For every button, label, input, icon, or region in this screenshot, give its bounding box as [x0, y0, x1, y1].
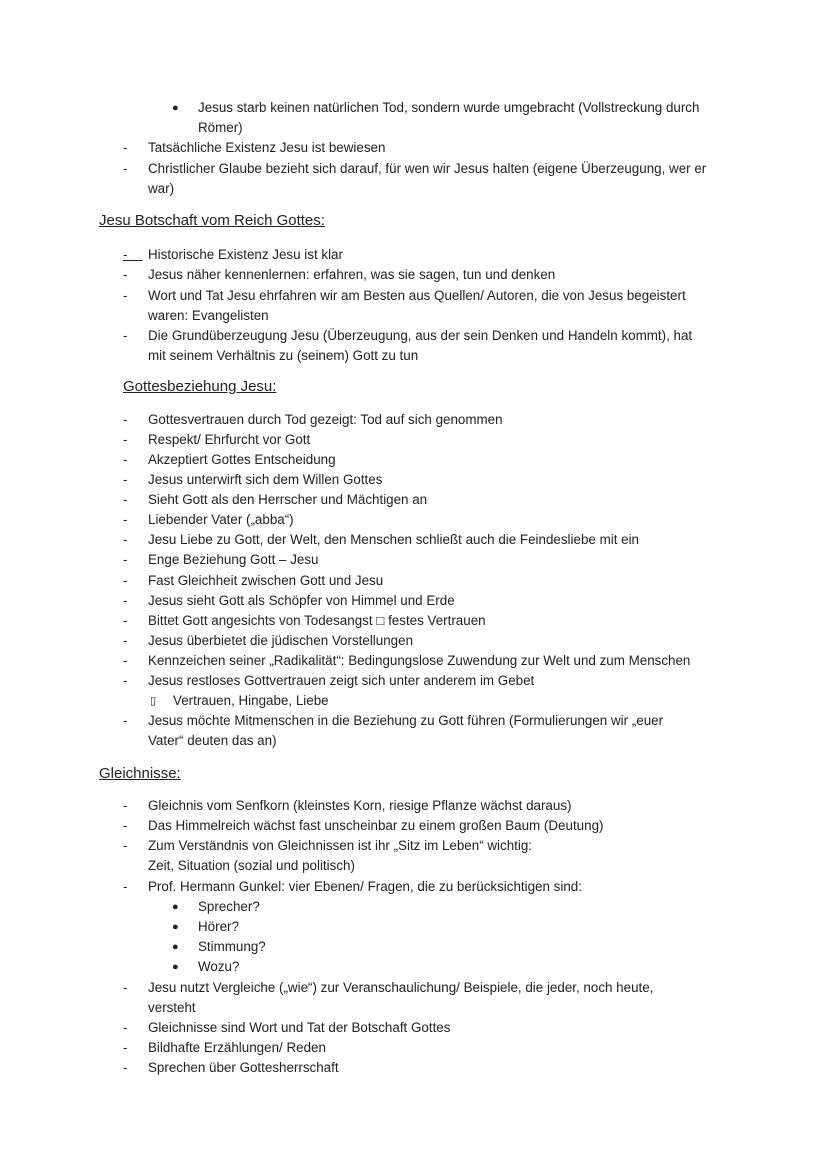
bullet-marker: ●	[172, 941, 179, 953]
s3-sub-item: Sprecher?	[198, 899, 260, 914]
dash-marker: -	[123, 452, 128, 467]
s2-item: Jesu Liebe zu Gott, der Welt, den Menschen schließt auch die Feindesliebe mit ein	[148, 532, 640, 547]
s3-item-3-line-2: Zeit, Situation (sozial und politisch)	[148, 858, 355, 873]
s3-item-5-line-1: Jesu nutzt Vergleiche („wie“) zur Veranschaulichung/ Beispiele, die jeder, noch heute,	[148, 980, 654, 995]
s3-item-5-line-2: versteht	[148, 1000, 196, 1015]
dash-marker: -	[123, 472, 128, 487]
dash-marker: -	[123, 593, 128, 608]
s1-item-2: Jesus näher kennenlernen: erfahren, was sie sagen, tun und denken	[148, 267, 556, 282]
s2-item: Kennzeichen seiner „Radikalität“: Bedingungslose Zuwendung zur Welt und zum Menschen	[148, 653, 691, 668]
s3-sub-item: Wozu?	[198, 959, 240, 974]
s1-item-1: Historische Existenz Jesu ist klar	[148, 247, 343, 262]
dash-marker: -	[123, 288, 128, 303]
bullet-marker: ●	[172, 961, 179, 973]
s2-item: Gottesvertrauen durch Tod gezeigt: Tod auf sich genommen	[148, 412, 503, 427]
dash-marker: -	[123, 432, 128, 447]
dash-marker: -	[123, 879, 128, 894]
s2-item: Jesus überbietet die jüdischen Vorstellungen	[148, 633, 414, 648]
s1-item-3-line-2: waren: Evangelisten	[148, 308, 269, 323]
dash-marker: -	[123, 1020, 128, 1035]
dash-marker: -	[123, 633, 128, 648]
dash-marker: -	[123, 552, 128, 567]
intro-bullet-1-line-2: Römer)	[198, 120, 243, 135]
s2-sub-item: Vertrauen, Hingabe, Liebe	[173, 693, 329, 708]
bullet-marker: ●	[172, 921, 179, 933]
s3-item-3-line-1: Zum Verständnis von Gleichnissen ist ihr „Sitz im Leben“ wichtig:	[148, 838, 533, 853]
dash-marker: -	[123, 1040, 128, 1055]
s1-item-4-line-1: Die Grundüberzeugung Jesu (Überzeugung, aus der sein Denken und Handeln kommt), hat	[148, 328, 693, 343]
dash-marker: -	[123, 267, 128, 282]
s2-last-line-2: Vater“ deuten das an)	[148, 733, 277, 748]
dash-marker: -	[123, 140, 128, 155]
s2-item: Sieht Gott als den Herrscher und Mächtigen an	[148, 492, 428, 507]
s3-sub-item: Stimmung?	[198, 939, 266, 954]
dash-marker: -	[123, 1060, 128, 1075]
dash-marker: -	[123, 713, 128, 728]
s2-item: Bittet Gott angesichts von Todesangst □ festes Vertrauen	[148, 613, 486, 628]
s2-item: Akzeptiert Gottes Entscheidung	[148, 452, 336, 467]
dash-marker: -	[123, 818, 128, 833]
dash-marker: -	[123, 798, 128, 813]
dash-marker: -	[123, 673, 128, 688]
s3-item-7: Bildhafte Erzählungen/ Reden	[148, 1040, 326, 1055]
dash-marker: -	[123, 161, 128, 176]
dash-marker: -	[123, 492, 128, 507]
sub-arrow-symbol: ▯	[150, 695, 157, 707]
dash-marker: -	[123, 412, 128, 427]
s3-sub-item: Hörer?	[198, 919, 239, 934]
bullet-marker: ●	[172, 102, 179, 114]
dash-marker: -	[123, 512, 128, 527]
dash-marker: -	[123, 838, 128, 853]
section-heading-gottesbeziehung: Gottesbeziehung Jesu:	[123, 378, 277, 395]
s2-item: Jesus sieht Gott als Schöpfer von Himmel und Erde	[148, 593, 455, 608]
dash-marker: -	[123, 532, 128, 547]
s3-item-4: Prof. Hermann Gunkel: vier Ebenen/ Fragen, die zu berücksichtigen sind:	[148, 879, 582, 894]
s1-item-4-line-2: mit seinem Verhältnis zu (seinem) Gott zu tun	[148, 348, 419, 363]
s2-item: Jesus restloses Gottvertrauen zeigt sich unter anderem im Gebet	[148, 673, 535, 688]
s2-item: Respekt/ Ehrfurcht vor Gott	[148, 432, 311, 447]
intro-bullet-1-line-1: Jesus starb keinen natürlichen Tod, sondern wurde umgebracht (Vollstreckung durch	[198, 100, 700, 115]
s1-item-3-line-1: Wort und Tat Jesu ehrfahren wir am Besten aus Quellen/ Autoren, die von Jesus begeistert	[148, 288, 686, 303]
dash-marker: -	[123, 247, 128, 262]
bullet-marker: ●	[172, 901, 179, 913]
s2-item: Liebender Vater („abba“)	[148, 512, 294, 527]
s3-item-1: Gleichnis vom Senfkorn (kleinstes Korn, riesige Pflanze wächst daraus)	[148, 798, 572, 813]
intro-dash-1: Tatsächliche Existenz Jesu ist bewiesen	[148, 140, 386, 155]
dash-marker: -	[123, 573, 128, 588]
intro-dash-2-line-2: war)	[148, 181, 175, 196]
section-heading-reich-gottes: Jesu Botschaft vom Reich Gottes:	[99, 212, 325, 229]
s2-last-line-1: Jesus möchte Mitmenschen in die Beziehung zu Gott führen (Formulierungen wir „euer	[148, 713, 664, 728]
dash-marker: -	[123, 980, 128, 995]
s2-item: Fast Gleichheit zwischen Gott und Jesu	[148, 573, 384, 588]
s3-item-8: Sprechen über Gottesherrschaft	[148, 1060, 339, 1075]
dash-marker: -	[123, 613, 128, 628]
s3-item-6: Gleichnisse sind Wort und Tat der Botschaft Gottes	[148, 1020, 451, 1035]
dash-marker: -	[123, 328, 128, 343]
intro-dash-2-line-1: Christlicher Glaube bezieht sich darauf, für wen wir Jesus halten (eigene Überzeugung, wer er	[148, 161, 707, 176]
section-heading-gleichnisse: Gleichnisse:	[99, 765, 181, 782]
s2-item: Jesus unterwirft sich dem Willen Gottes	[148, 472, 383, 487]
s3-item-2: Das Himmelreich wächst fast unscheinbar zu einem großen Baum (Deutung)	[148, 818, 604, 833]
s2-item: Enge Beziehung Gott – Jesu	[148, 552, 319, 567]
dash-marker: -	[123, 653, 128, 668]
